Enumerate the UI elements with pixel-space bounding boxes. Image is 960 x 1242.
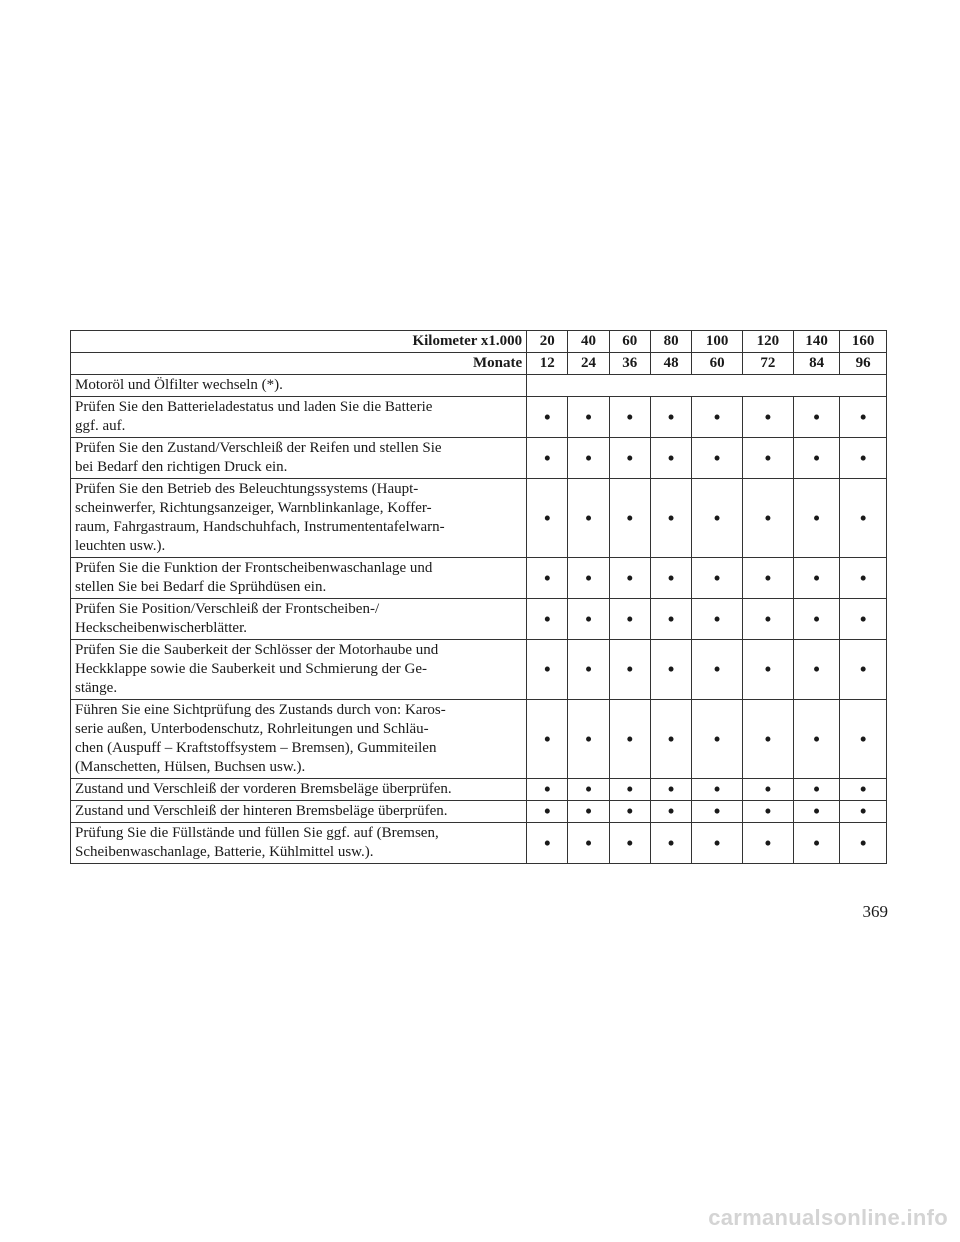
bullet-mark: • <box>692 438 743 479</box>
bullet-mark: • <box>650 700 691 779</box>
bullet-mark: • <box>527 599 568 640</box>
bullet-mark: • <box>609 823 650 864</box>
header-months-row <box>71 353 887 375</box>
header-km-value: 60 <box>609 331 650 353</box>
bullet-mark: • <box>609 779 650 801</box>
bullet-mark: • <box>840 599 887 640</box>
task-description: Prüfung Sie die Füllstände und füllen Sie ggf. auf (Bremsen, Scheibenwaschanlage, Batterie, Kühlmittel usw.). <box>71 823 527 864</box>
task-description: Prüfen Sie die Funktion der Frontscheibenwaschanlage und stellen Sie bei Bedarf die Sprühdüsen ein. <box>71 558 527 599</box>
bullet-mark: • <box>793 779 840 801</box>
header-km-value: 160 <box>840 331 887 353</box>
table-row <box>71 700 887 779</box>
bullet-mark: • <box>793 438 840 479</box>
bullet-mark: • <box>609 599 650 640</box>
task-description: Prüfen Sie den Batterieladestatus und laden Sie die Batterie ggf. auf. <box>71 397 527 438</box>
table-row <box>71 438 887 479</box>
bullet-mark: • <box>650 801 691 823</box>
page-number: 369 <box>862 902 888 921</box>
bullet-mark: • <box>692 779 743 801</box>
header-km-value: 100 <box>692 331 743 353</box>
task-description: Motoröl und Ölfilter wechseln (*). <box>71 375 527 397</box>
bullet-mark: • <box>692 700 743 779</box>
bullet-mark: • <box>609 801 650 823</box>
bullet-mark: • <box>568 397 609 438</box>
bullet-mark: • <box>692 479 743 558</box>
bullet-mark: • <box>527 397 568 438</box>
bullet-mark: • <box>840 700 887 779</box>
bullet-mark: • <box>650 397 691 438</box>
bullet-mark: • <box>609 397 650 438</box>
header-months-value: 36 <box>609 353 650 375</box>
bullet-mark: • <box>568 599 609 640</box>
bullet-mark: • <box>793 558 840 599</box>
bullet-mark: • <box>840 438 887 479</box>
header-months-value: 24 <box>568 353 609 375</box>
bullet-mark: • <box>609 640 650 700</box>
header-months-value: 96 <box>840 353 887 375</box>
bullet-mark: • <box>743 779 794 801</box>
bullet-mark: • <box>743 700 794 779</box>
bullet-mark: • <box>743 640 794 700</box>
header-km-label: Kilometer x1.000 <box>71 331 527 353</box>
table-row <box>71 375 887 397</box>
bullet-mark: • <box>568 801 609 823</box>
bullet-mark: • <box>692 397 743 438</box>
bullet-mark: • <box>743 823 794 864</box>
table-row <box>71 479 887 558</box>
header-months-value: 72 <box>743 353 794 375</box>
watermark: carmanualsonline.info <box>708 1205 948 1230</box>
bullet-mark: • <box>527 558 568 599</box>
bullet-mark: • <box>743 438 794 479</box>
bullet-mark: • <box>609 700 650 779</box>
bullet-mark: • <box>527 801 568 823</box>
bullet-mark: • <box>568 779 609 801</box>
header-km-value: 140 <box>793 331 840 353</box>
bullet-mark: • <box>793 397 840 438</box>
bullet-mark: • <box>692 823 743 864</box>
bullet-mark: • <box>840 479 887 558</box>
task-description: Zustand und Verschleiß der vorderen Bremsbeläge überprüfen. <box>71 779 527 801</box>
header-months-value: 84 <box>793 353 840 375</box>
task-description: Prüfen Sie den Zustand/Verschleiß der Reifen und stellen Sie bei Bedarf den richtigen Druck ein. <box>71 438 527 479</box>
bullet-mark: • <box>793 599 840 640</box>
bullet-mark: • <box>568 700 609 779</box>
header-km-value: 20 <box>527 331 568 353</box>
empty-interval-cell <box>527 375 887 397</box>
bullet-mark: • <box>840 823 887 864</box>
bullet-mark: • <box>840 558 887 599</box>
bullet-mark: • <box>692 801 743 823</box>
header-months-value: 48 <box>650 353 691 375</box>
bullet-mark: • <box>527 640 568 700</box>
table-row <box>71 558 887 599</box>
bullet-mark: • <box>527 479 568 558</box>
bullet-mark: • <box>793 801 840 823</box>
bullet-mark: • <box>743 801 794 823</box>
table-row <box>71 599 887 640</box>
bullet-mark: • <box>840 779 887 801</box>
bullet-mark: • <box>568 438 609 479</box>
bullet-mark: • <box>692 558 743 599</box>
header-km-row <box>71 331 887 353</box>
bullet-mark: • <box>793 700 840 779</box>
header-km-value: 40 <box>568 331 609 353</box>
bullet-mark: • <box>793 479 840 558</box>
bullet-mark: • <box>568 640 609 700</box>
bullet-mark: • <box>743 599 794 640</box>
header-km-value: 120 <box>743 331 794 353</box>
table-row <box>71 779 887 801</box>
table-row <box>71 823 887 864</box>
bullet-mark: • <box>650 558 691 599</box>
bullet-mark: • <box>609 558 650 599</box>
task-description: Prüfen Sie die Sauberkeit der Schlösser der Motorhaube und Heckklappe sowie die Sauberkeit und Schmierung der Ge- stänge. <box>71 640 527 700</box>
bullet-mark: • <box>692 640 743 700</box>
task-description: Führen Sie eine Sichtprüfung des Zustands durch von: Karos- serie außen, Unterbodenschutz, Rohrleitungen und Schläu- chen (Auspuff – Kraftstoffsystem – Bremsen), Gummiteilen (Manschetten, Hülsen, Buchsen usw.). <box>71 700 527 779</box>
bullet-mark: • <box>743 479 794 558</box>
bullet-mark: • <box>692 599 743 640</box>
bullet-mark: • <box>743 558 794 599</box>
bullet-mark: • <box>650 779 691 801</box>
bullet-mark: • <box>840 640 887 700</box>
task-description: Prüfen Sie Position/Verschleiß der Frontscheiben-/ Heckscheibenwischerblätter. <box>71 599 527 640</box>
bullet-mark: • <box>650 823 691 864</box>
maintenance-table <box>70 330 887 864</box>
bullet-mark: • <box>793 640 840 700</box>
header-months-label: Monate <box>71 353 527 375</box>
bullet-mark: • <box>650 599 691 640</box>
bullet-mark: • <box>527 438 568 479</box>
bullet-mark: • <box>793 823 840 864</box>
header-months-value: 60 <box>692 353 743 375</box>
bullet-mark: • <box>609 438 650 479</box>
task-description: Prüfen Sie den Betrieb des Beleuchtungssystems (Haupt- scheinwerfer, Richtungsanzeiger, Warnblinkanlage, Koffer- raum, Fahrgastraum, Handschuhfach, Instrumententafelwarn- leuchten usw.). <box>71 479 527 558</box>
bullet-mark: • <box>527 823 568 864</box>
header-km-value: 80 <box>650 331 691 353</box>
table-row <box>71 801 887 823</box>
bullet-mark: • <box>650 479 691 558</box>
bullet-mark: • <box>609 479 650 558</box>
table-row <box>71 640 887 700</box>
task-description: Zustand und Verschleiß der hinteren Bremsbeläge überprüfen. <box>71 801 527 823</box>
bullet-mark: • <box>568 479 609 558</box>
bullet-mark: • <box>568 823 609 864</box>
table-row <box>71 397 887 438</box>
bullet-mark: • <box>650 438 691 479</box>
bullet-mark: • <box>840 397 887 438</box>
bullet-mark: • <box>650 640 691 700</box>
bullet-mark: • <box>527 779 568 801</box>
bullet-mark: • <box>743 397 794 438</box>
bullet-mark: • <box>527 700 568 779</box>
header-months-value: 12 <box>527 353 568 375</box>
bullet-mark: • <box>840 801 887 823</box>
bullet-mark: • <box>568 558 609 599</box>
